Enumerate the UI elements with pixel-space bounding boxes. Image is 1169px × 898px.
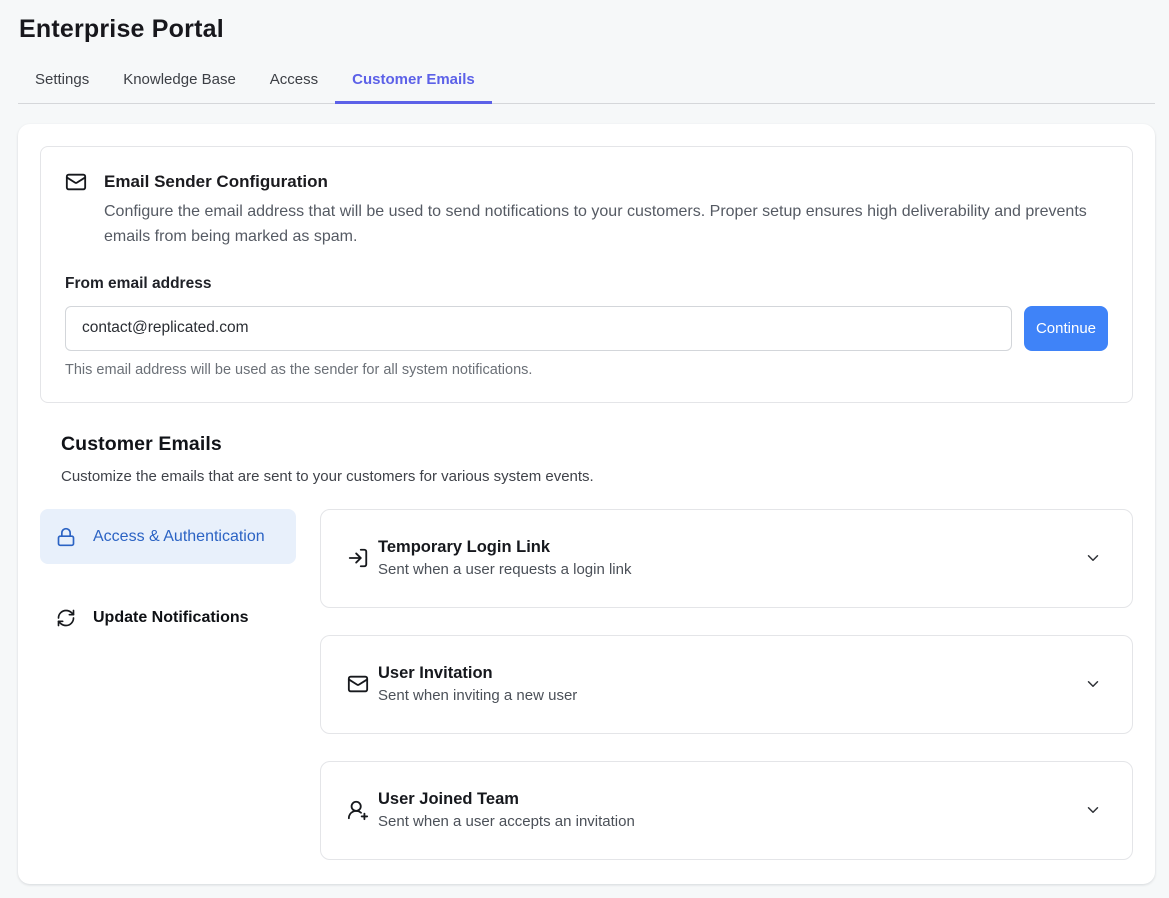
category-label: Update Notifications (93, 608, 249, 626)
email-category-list (40, 509, 296, 645)
tab-knowledge-base[interactable]: Knowledge Base (123, 71, 236, 88)
customer-emails-title: Customer Emails (61, 432, 222, 455)
chevron-down-icon[interactable] (1084, 549, 1102, 567)
category-update-notifications[interactable] (40, 590, 296, 645)
page-title: Enterprise Portal (19, 15, 224, 43)
email-card-title: User Joined Team (378, 790, 519, 809)
tab-settings[interactable]: Settings (35, 71, 90, 88)
email-sender-config-card (40, 146, 1133, 403)
email-card-subtitle: Sent when inviting a new user (378, 687, 578, 705)
mail-icon (347, 673, 369, 695)
email-card-user-invitation[interactable] (320, 635, 1133, 734)
from-email-label: From email address (65, 274, 212, 292)
user-plus-icon (347, 799, 369, 821)
email-card-subtitle: Sent when a user accepts an invitation (378, 813, 635, 831)
email-card-temporary-login-link[interactable] (320, 509, 1133, 608)
continue-button[interactable]: Continue (1024, 306, 1108, 351)
chevron-down-icon[interactable] (1084, 801, 1102, 819)
customer-emails-description: Customize the emails that are sent to your customers for various system events. (61, 467, 594, 485)
tab-access[interactable]: Access (269, 71, 319, 88)
category-access-authentication[interactable] (40, 509, 296, 564)
category-label: Access & Authentication (93, 527, 265, 545)
from-email-input[interactable] (65, 306, 1012, 351)
refresh-icon (56, 608, 76, 628)
lock-icon (56, 527, 76, 547)
main-panel (18, 124, 1155, 884)
email-template-list (320, 509, 1133, 860)
config-card-title: Email Sender Configuration (104, 172, 328, 191)
chevron-down-icon[interactable] (1084, 675, 1102, 693)
from-email-helper-text: This email address will be used as the sender for all system notifications. (65, 361, 533, 378)
tab-customer-emails[interactable]: Customer Emails (335, 61, 492, 104)
login-icon (347, 547, 369, 569)
email-card-title: Temporary Login Link (378, 538, 551, 557)
mail-icon (65, 171, 87, 193)
email-card-subtitle: Sent when a user requests a login link (378, 561, 632, 579)
tab-bar (18, 61, 1155, 104)
email-card-user-joined-team[interactable] (320, 761, 1133, 860)
email-card-title: User Invitation (378, 664, 493, 683)
config-card-description: Configure the email address that will be used to send notifications to your customers. Proper setup ensures high deliverability and prevents emails from being marked as spam. (104, 203, 1087, 245)
